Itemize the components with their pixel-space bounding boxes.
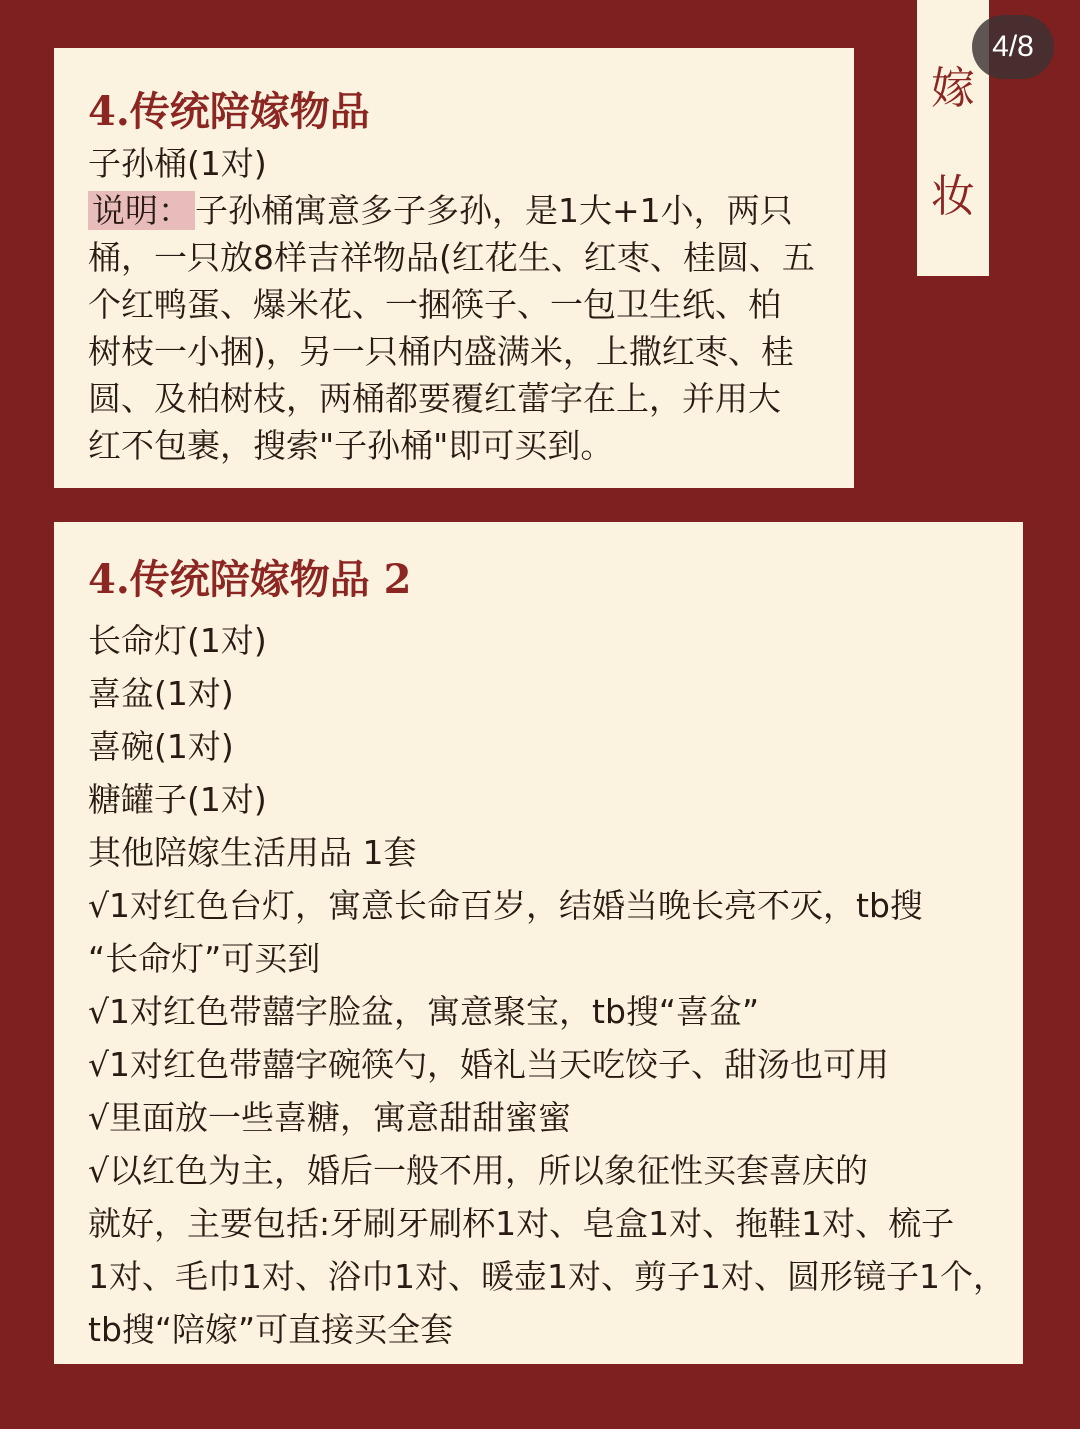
section-1-card	[54, 48, 854, 488]
section-1-desc-line-4: 树枝一小捆)，另一只桶内盛满米，上撒红枣、桂	[88, 332, 794, 371]
section-2-item-1: 长命灯(1对)	[88, 621, 267, 660]
check-icon: √	[88, 992, 110, 1031]
check-icon: √	[88, 1045, 110, 1084]
check-icon: √	[88, 1098, 110, 1137]
section-1-desc-line-6: 红不包裹，搜索"子孙桶"即可买到。	[88, 426, 614, 465]
note-label: 说明：	[88, 191, 195, 230]
note-line-3	[88, 985, 1003, 1038]
note-line-1	[88, 879, 1003, 932]
section-1-item: 子孙桶(1对)	[88, 144, 267, 183]
note-text: 1对红色带囍字脸盆，寓意聚宝，tb搜“喜盆”	[109, 992, 760, 1031]
note-line-7: 就好，主要包括:牙刷牙刷杯1对、皂盒1对、拖鞋1对、梳子	[88, 1204, 955, 1243]
note-line-8: 1对、毛巾1对、浴巾1对、暖壶1对、剪子1对、圆形镜子1个，	[88, 1257, 1006, 1296]
section-1-desc-line-5: 圆、及柏树枝，两桶都要覆红蕾字在上，并用大	[88, 379, 781, 418]
section-2-card	[54, 522, 1023, 1364]
section-2-item-4: 糖罐子(1对)	[88, 780, 267, 819]
section-2-item-5: 其他陪嫁生活用品 1套	[88, 833, 417, 872]
note-text: 1对红色台灯，寓意长命百岁，结婚当晚长亮不灭，tb搜	[109, 886, 923, 925]
note-line-5	[88, 1091, 1003, 1144]
section-1-desc-line-1	[88, 187, 830, 234]
side-tab-char-2: 妆	[931, 171, 975, 222]
page-indicator: 4/8	[972, 15, 1054, 79]
section-2-item-3: 喜碗(1对)	[88, 727, 234, 766]
note-line-9: tb搜“陪嫁”可直接买全套	[88, 1310, 454, 1349]
section-1-desc-line-2: 桶，一只放8样吉祥物品(红花生、红枣、桂圆、五	[88, 238, 815, 277]
check-icon: √	[88, 1151, 110, 1190]
section-2-title: 4.传统陪嫁物品 2	[88, 556, 412, 603]
section-1-title: 4.传统陪嫁物品	[88, 88, 370, 135]
section-1-desc-line-3: 个红鸭蛋、爆米花、一捆筷子、一包卫生纸、柏	[88, 285, 781, 324]
note-line-4	[88, 1038, 1003, 1091]
note-line-2: “长命灯”可买到	[88, 939, 321, 978]
note-text: 1对红色带囍字碗筷勺，婚礼当天吃饺子、甜汤也可用	[109, 1045, 890, 1084]
section-2-item-2: 喜盆(1对)	[88, 674, 234, 713]
note-line-6	[88, 1144, 1003, 1197]
side-tab-char-1: 嫁	[931, 63, 975, 114]
note-text: 里面放一些喜糖，寓意甜甜蜜蜜	[109, 1098, 572, 1137]
note-text: 以红色为主，婚后一般不用，所以象征性买套喜庆的	[109, 1151, 869, 1190]
check-icon: √	[88, 886, 110, 925]
desc-text: 子孙桶寓意多子多孙，是1大+1小，两只	[195, 191, 793, 230]
